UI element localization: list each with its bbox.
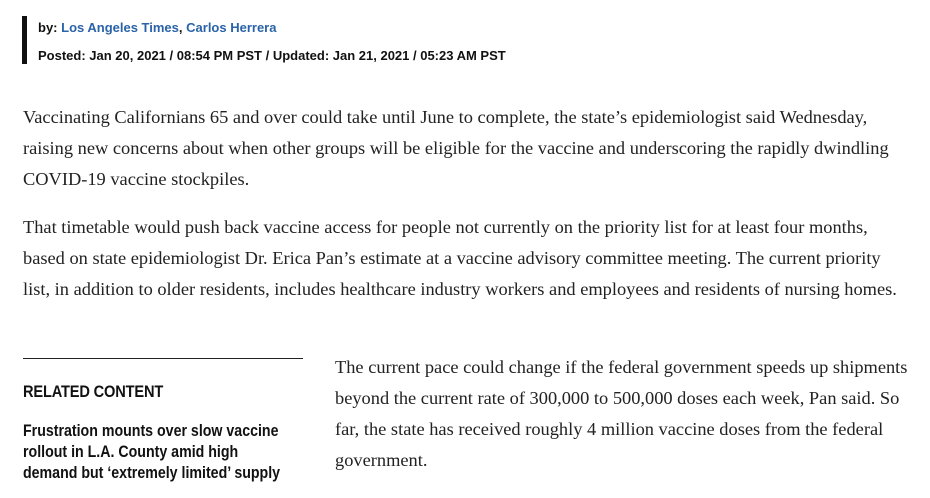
byline-dates: Posted: Jan 20, 2021 / 08:54 PM PST / Updated: Jan 21, 2021 / 05:23 AM PST: [38, 48, 506, 63]
related-divider: [23, 358, 303, 359]
article-paragraph-3: The current pace could change if the federal government speeds up shipments beyond the current rate of 300,000 to 500,000 doses each week, Pan said. So far, the state has received roughly 4 million vaccine doses from the federal government.: [335, 357, 908, 470]
byline-separator: ,: [178, 20, 183, 35]
byline-label: by:: [38, 20, 58, 35]
related-heading: RELATED CONTENT: [23, 382, 164, 401]
related-content-box: [23, 358, 303, 484]
related-article-link[interactable]: Frustration mounts over slow vaccine rollout in L.A. County amid high demand but ‘extremely limited’ supply: [23, 422, 281, 482]
article-paragraph-2: That timetable would push back vaccine access for people not currently on the priority list for at least four months, based on state epidemiologist Dr. Erica Pan’s estimate at a vaccine advisory committee meeting. The current priority list, in addition to older residents, includes healthcare industry workers and employees and residents of nursing homes.: [23, 217, 897, 299]
article-paragraph-1: Vaccinating Californians 65 and over could take until June to complete, the state’s epidemiologist said Wednesday, raising new concerns about when other groups will be eligible for the vaccine and underscoring the rapidly dwindling COVID-19 vaccine stockpiles.: [23, 107, 889, 189]
byline-authors: [38, 20, 506, 36]
byline-author-link[interactable]: Carlos Herrera: [186, 20, 277, 35]
byline-source-link[interactable]: Los Angeles Times: [61, 20, 179, 35]
byline: [22, 16, 506, 64]
